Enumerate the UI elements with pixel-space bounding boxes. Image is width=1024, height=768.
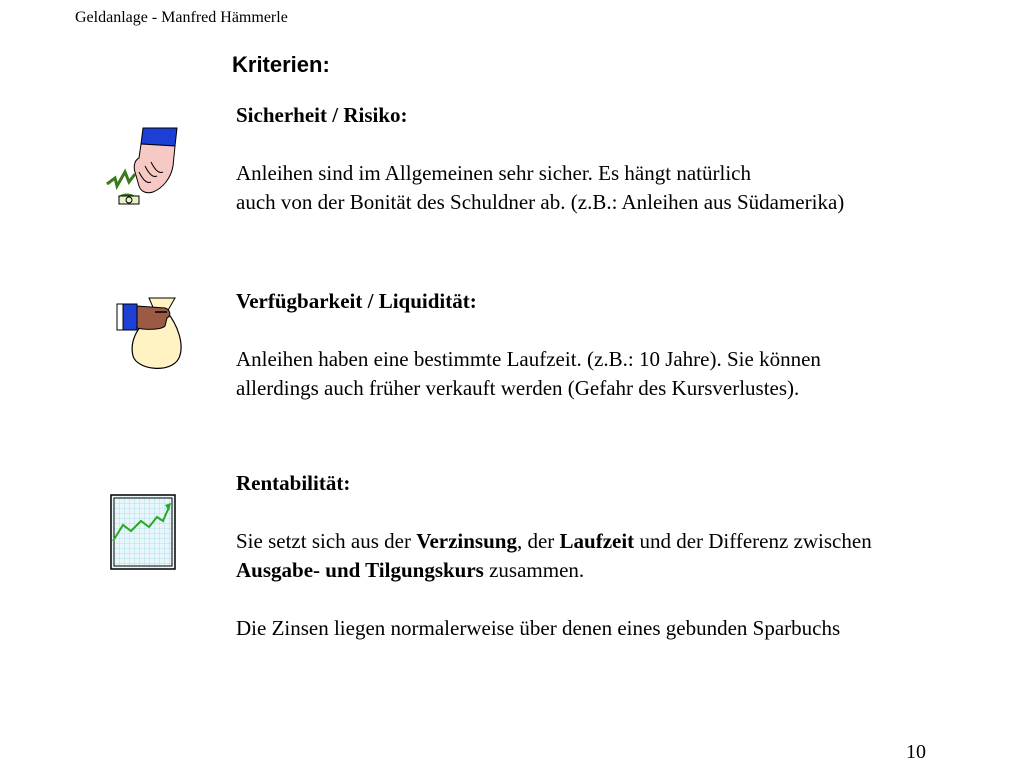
section-text-line: allerdings auch früher verkauft werden (Gefahr des Kursverlustes). [236, 376, 800, 400]
section-verfuegbarkeit [236, 287, 821, 403]
hand-dropping-money-icon [105, 126, 183, 210]
page-number: 10 [906, 741, 926, 763]
section-text-line [236, 556, 872, 585]
section-text-line: Die Zinsen liegen normalerweise über denen eines gebunden Sparbuchs [236, 616, 841, 640]
text-span: Sie setzt sich aus der [236, 529, 417, 553]
rising-chart-icon [109, 493, 177, 571]
bold-term-verzinsung: Verzinsung [416, 529, 517, 553]
text-span: und der Differenz zwischen [634, 529, 872, 553]
section-rentabilitaet [236, 469, 872, 643]
hand-holding-money-bag-icon [115, 294, 185, 374]
section-text-line: Anleihen sind im Allgemeinen sehr sicher. Es hängt natürlich [236, 161, 751, 185]
text-span: , der [516, 529, 560, 553]
section-sicherheit [236, 101, 844, 217]
section-heading: Sicherheit / Risiko: [236, 103, 408, 127]
slide-title: Kriterien: [232, 52, 330, 77]
bold-term-kurs: Ausgabe- und Tilgungskurs [236, 558, 484, 582]
section-text-line: auch von der Bonität des Schuldner ab. (z.B.: Anleihen aus Südamerika) [236, 190, 845, 214]
section-text-line [236, 527, 872, 556]
slide-header: Geldanlage - Manfred Hämmerle [75, 9, 288, 26]
bold-term-laufzeit: Laufzeit [559, 529, 635, 553]
section-heading: Verfügbarkeit / Liquidität: [236, 289, 477, 313]
section-heading: Rentabilität: [236, 471, 351, 495]
section-text-line: Anleihen haben eine bestimmte Laufzeit. (z.B.: 10 Jahre). Sie können [236, 347, 821, 371]
text-span: zusammen. [483, 558, 585, 582]
